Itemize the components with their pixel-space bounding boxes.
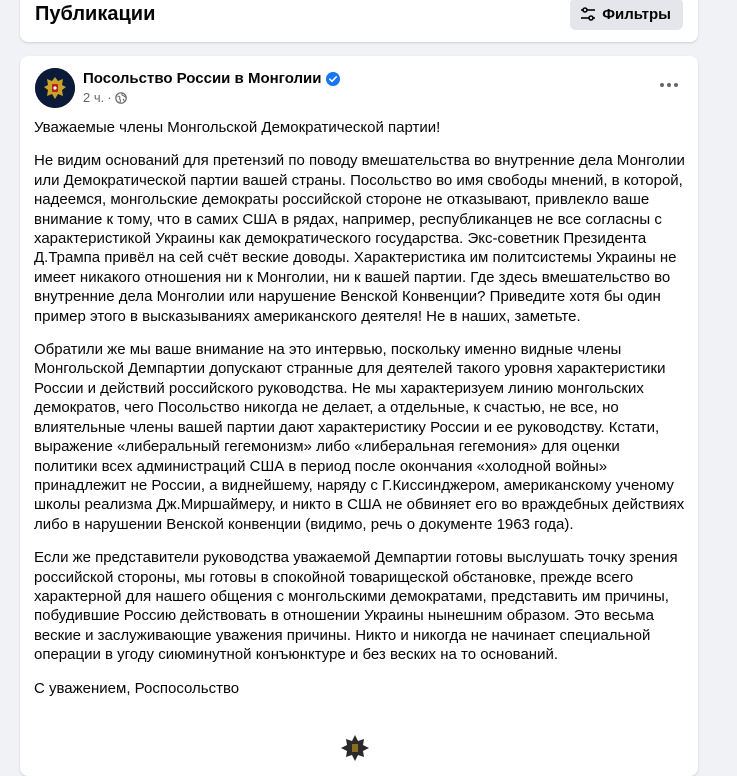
sliders-icon	[580, 6, 596, 22]
post-paragraph: Не видим оснований для претензий по поводу вмешательства во внутренние дела Монголии или Демократической партии вашей страны. Посольство во имя свободы мнений, в которой, надеемся, монгольские демократы российской стороне не отказывают, привлекло ваше внимание к тому, что в самих США в рядах, например, республиканцев не все согласны с характеристикой Украины как демократического государства. Экс-советник Президента Д.Трампа привёл на сей счёт веские доводы. Характеристика им политсистемы Украины не имеет никакого отношения ни к Монголии, ни к вашей партии. Где здесь вмешательство во внутренние дела Монголии или нарушение Венской Конвенции? Приведите хотя бы один пример этого в высказываниях американского деятеля! Не в наших, заметьте.	[34, 152, 685, 325]
verified-badge-icon	[326, 72, 340, 86]
coat-of-arms-icon	[35, 68, 75, 108]
page-title: Публикации	[35, 3, 156, 25]
more-options-icon	[660, 83, 678, 87]
post-card	[20, 56, 698, 776]
post-text	[34, 118, 686, 712]
avatar[interactable]	[35, 68, 75, 108]
post-meta	[83, 90, 127, 106]
filters-button[interactable]	[570, 0, 683, 30]
post-paragraph: Уважаемые члены Монгольской Демократической партии!	[34, 119, 441, 136]
post-paragraph: Обратили же мы ваше внимание на это интервью, поскольку именно видные члены Монгольской Демпартии допускают странные для деятелей такого уровня характеристики России и действий российского руководства. Не мы характеризуем линию монгольских демократов, чего Посольство никогда не делает, а отдельные, к счастью, не все, но влиятельные члены вашей партии дают характеристику России и ее руководству. Кстати, выражение «либеральный гегемонизм» либо «либеральная гегемония» для оценки политики всех администраций США в период после окончания «холодной войны» принадлежит не России, а виднейшему, наряду с Г.Киссинджером, американскому ученому школы реализма Дж.Миршаймеру, и никто в США не обвиняет его во враждебных действиях либо в нарушении Венской конвенции (видимо, речь о документе 1963 года).	[34, 341, 685, 533]
meta-separator: ·	[107, 90, 112, 105]
emblem-image-preview[interactable]	[338, 733, 372, 763]
publications-header	[20, 0, 698, 42]
post-time[interactable]: 2 ч.	[83, 90, 105, 105]
filters-label: Фильтры	[602, 5, 671, 23]
post-paragraph: С уважением, Роспосольство	[34, 679, 240, 697]
post-author	[83, 69, 340, 89]
more-options-button[interactable]	[658, 74, 680, 96]
author-name[interactable]: Посольство России в Монголии	[83, 70, 322, 87]
globe-icon	[115, 92, 127, 104]
post-paragraph: Если же представители руководства уважаемой Демпартии готовы выслушать точку зрения российской стороны, мы готовы в спокойной товарищеской обстановке, прежде всего характерной для нашего общения с монгольскими демократами, представить им причины, побудившие Россию действовать в отношении Украины нынешним образом. Это весьма веские и заслуживающие уважения причины. Никто и никогда не начинает специальной операции в угоду сиюминутной конъюнктуре и без веских на то оснований.	[34, 549, 678, 664]
